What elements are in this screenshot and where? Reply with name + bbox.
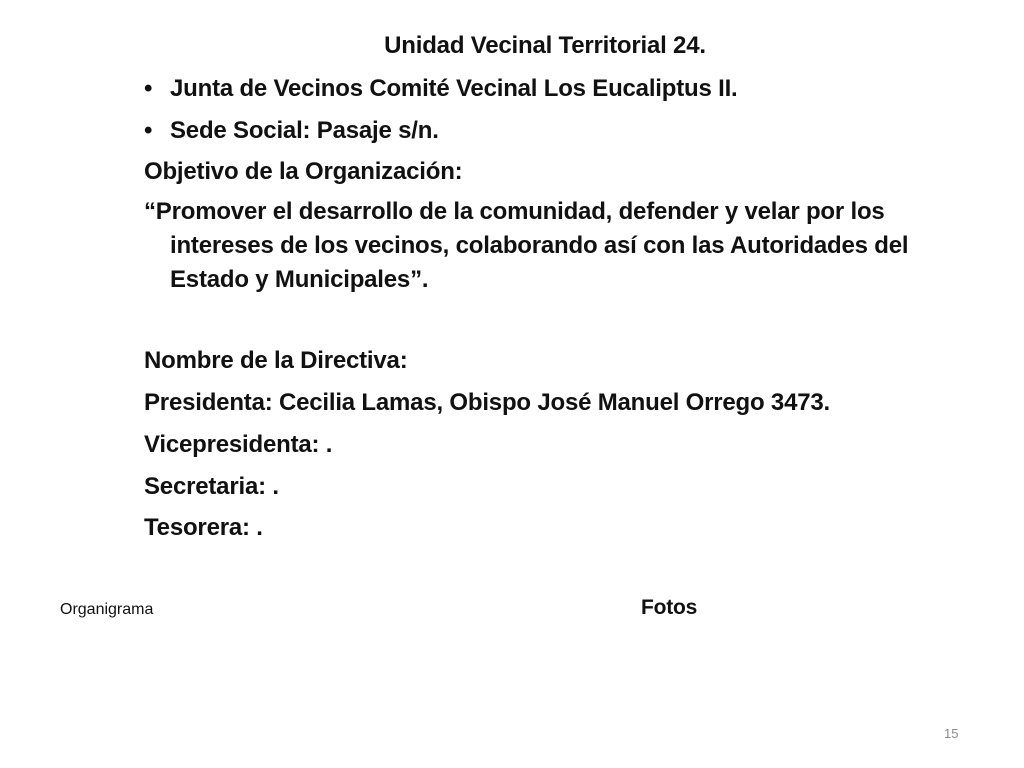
- bullet-icon: •: [144, 75, 153, 102]
- objective-line-3: Estado y Municipales”.: [170, 266, 429, 293]
- directiva-heading: Nombre de la Directiva:: [144, 347, 408, 374]
- objective-heading: Objetivo de la Organización:: [144, 158, 463, 185]
- slide-title: Unidad Vecinal Territorial 24.: [384, 32, 706, 59]
- organigrama-label: Organigrama: [60, 601, 154, 618]
- fotos-label: Fotos: [641, 596, 698, 619]
- directiva-vicepresidenta: Vicepresidenta: .: [144, 431, 333, 458]
- objective-line-1: “Promover el desarrollo de la comunidad, defender y velar por los: [144, 198, 885, 225]
- directiva-secretaria: Secretaria: .: [144, 473, 279, 500]
- directiva-presidenta: Presidenta: Cecilia Lamas, Obispo José Manuel Orrego 3473.: [144, 389, 830, 416]
- bullet-icon: •: [144, 117, 153, 144]
- directiva-tesorera: Tesorera: .: [144, 514, 263, 541]
- bullet-sede-social: Sede Social: Pasaje s/n.: [170, 117, 439, 144]
- objective-line-2: intereses de los vecinos, colaborando así con las Autoridades del: [170, 232, 909, 259]
- bullet-junta-vecinos: Junta de Vecinos Comité Vecinal Los Eucaliptus II.: [170, 75, 738, 102]
- page-number: 15: [944, 726, 959, 741]
